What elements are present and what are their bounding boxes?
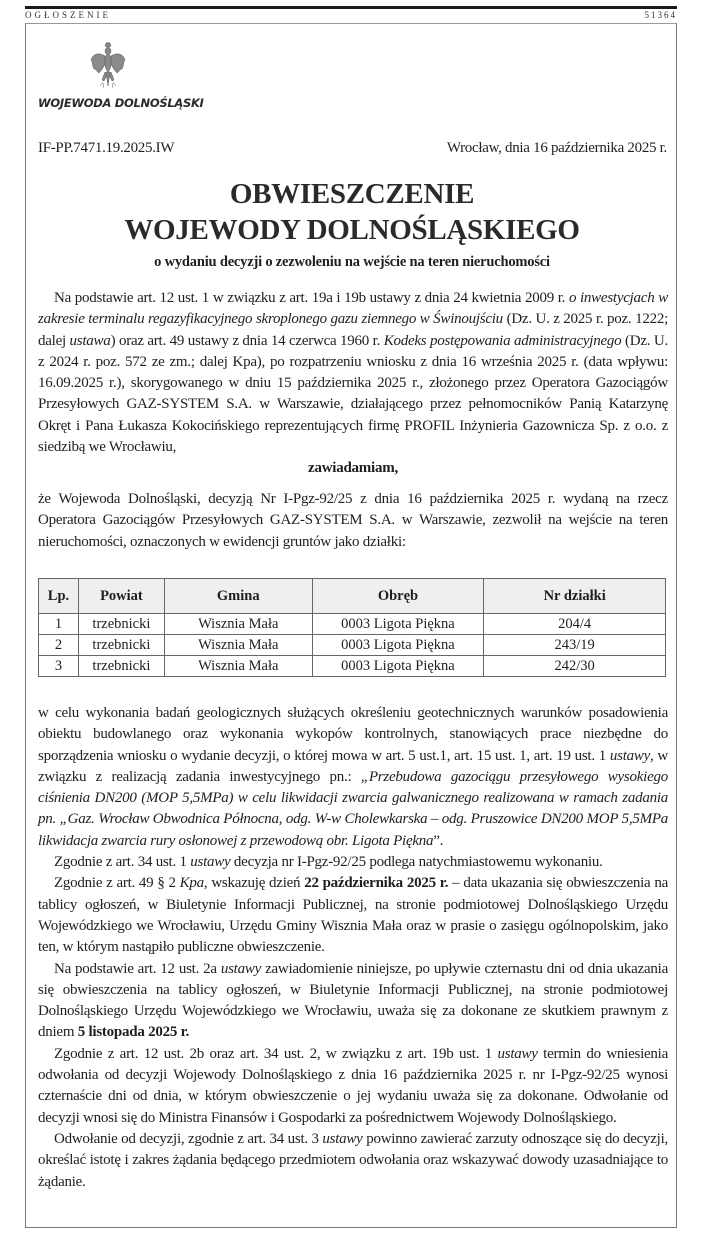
legal-basis-paragraph bbox=[38, 288, 668, 458]
text-run: ”. bbox=[433, 832, 444, 849]
kpa-term: Kpa bbox=[179, 875, 204, 892]
page-number: 51364 bbox=[644, 10, 677, 20]
table-row bbox=[39, 635, 666, 656]
table-cell: trzebnicki bbox=[78, 656, 164, 677]
text-run: decyzja nr I-Pgz-92/25 podlega natychmiastowemu wykonaniu. bbox=[230, 854, 603, 871]
text-run: – data ukazania się obwieszczenia na tablicy ogłoszeń, w Biuletynie Informacji Publicznej, na stronie podmiotowej Dolnośląskiego Urzędu Wojewódzkiego we Wrocławiu, Urzędu Gminy Wisznia Mała oraz w prasie o zasięgu ogólnopolskim, jako ten, w którym nastąpiło publiczne obwieszczenie. bbox=[38, 875, 669, 956]
table-cell: Wisznia Mała bbox=[164, 614, 312, 635]
text-run: zawiadomienie niniejsze, po upływie czternastu dni od dnia ukazania się obwieszczenia na tablicy ogłoszeń, w Biuletynie Informacji Publicznej, na stronie podmiotowej Dolnośląskiego Urzędu Wojewódzkiego we Wrocławiu, uważa się za dokonane ze skutkiem prawnym z dniem bbox=[38, 960, 668, 1041]
text-run: Zgodnie z art. 12 ust. 2b oraz art. 34 ust. 2, w związku z art. 19b ust. 1 bbox=[54, 1045, 498, 1062]
effective-date-paragraph bbox=[38, 959, 668, 1044]
column-header: Lp. bbox=[39, 579, 79, 614]
column-header: Powiat bbox=[78, 579, 164, 614]
table-cell: Wisznia Mała bbox=[164, 656, 312, 677]
table-cell: 2 bbox=[39, 635, 79, 656]
text-run: Zgodnie z art. 49 § 2 bbox=[54, 875, 180, 892]
appeal-deadline-paragraph bbox=[38, 1044, 668, 1129]
ustawy-term: ustawy bbox=[220, 960, 262, 977]
text-run: termin do wniesienia odwołania od decyzji Wojewody Dolnośląskiego z dnia 16 października 2025 r. nr I-Pgz-92/25 wynosi czternaście dni od dnia, w którym obwieszczenie o jej wydaniu uważa się za dokonane. Odwołanie od decyzji wnosi się do Ministra Finansów i Gospodarki za pośrednictwem Wojewody Dolnośląskiego. bbox=[38, 1045, 668, 1126]
text-run: Na podstawie art. 12 ust. 2a bbox=[54, 960, 221, 977]
table-cell: 204/4 bbox=[484, 614, 666, 635]
text-run: w celu wykonania badań geologicznych służących określeniu geotechnicznych warunków posadowienia obiektu budowlanego oraz wykonania wykopów kontrolnych, stanowiących prace niezbędne do sporządzenia wniosku o wydanie decyzji, o której mowa w art. 5 ust.1, art. 15 ust. 1, art. 19 ust. 1 bbox=[38, 705, 668, 764]
table-cell: trzebnicki bbox=[78, 635, 164, 656]
purpose-paragraph bbox=[38, 703, 668, 852]
ustawa-term: ustawa bbox=[69, 332, 111, 349]
table-cell: 0003 Ligota Piękna bbox=[312, 614, 484, 635]
publication-date: 22 października 2025 r. bbox=[304, 875, 449, 892]
text-run: powinno zawierać zarzuty odnoszące się do decyzji, określać istotę i zakres żądania będącego przedmiotem odwołania oraz wskazywać dowody uzasadniające to żądanie. bbox=[38, 1130, 669, 1190]
top-rule bbox=[25, 6, 677, 9]
text-run: Odwołanie od decyzji, zgodnie z art. 34 ust. 3 bbox=[54, 1130, 323, 1147]
table-row bbox=[39, 614, 666, 635]
table-cell: Wisznia Mała bbox=[164, 635, 312, 656]
project-name: „Przebudowa gazociągu przesyłowego wysokiego ciśnienia DN200 (MOP 5,5MPa) w celu likwidacji zwarcia galwanicznego realizowana w ramach zadania pn. „Gaz. Wrocław Obwodnica Północna, odg. W-w Cholewkarska – odg. Pruszowice DN200 MOP 5,5MPa likwidacja zwarcia rury osłonowej z przewodową obr. Ligota Piękna bbox=[38, 768, 668, 849]
table-row bbox=[39, 656, 666, 677]
main-body-block bbox=[38, 703, 668, 1193]
authority-name: WOJEWODA DOLNOŚLĄSKI bbox=[38, 96, 204, 110]
execution-paragraph bbox=[38, 852, 668, 873]
place-date: Wrocław, dnia 16 października 2025 r. bbox=[446, 140, 667, 156]
appeal-content-paragraph bbox=[38, 1129, 668, 1193]
table-header-row bbox=[39, 579, 666, 614]
table-cell: 0003 Ligota Piękna bbox=[312, 635, 484, 656]
announce-word: zawiadamiam, bbox=[308, 460, 398, 477]
publication-date-paragraph bbox=[38, 873, 668, 958]
text-run: Na podstawie art. 12 ust. 1 w związku z art. 19a i 19b ustawy z dnia 24 kwietnia 2009 r. bbox=[54, 290, 569, 306]
effective-date: 5 listopada 2025 r. bbox=[77, 1024, 190, 1041]
ustawy-term: ustawy bbox=[497, 1045, 538, 1062]
ustawy-term: ustawy bbox=[190, 854, 231, 871]
table-cell: trzebnicki bbox=[78, 614, 164, 635]
text-run: ) oraz art. 49 ustawy z dnia 14 czerwca 1960 r. bbox=[110, 332, 384, 349]
table-cell: 3 bbox=[39, 656, 79, 677]
text-run: (Dz. U. z 2025 r. poz. 1222; dalej bbox=[38, 311, 668, 349]
column-header: Obręb bbox=[312, 579, 484, 614]
ustawy-term: ustawy bbox=[322, 1130, 363, 1147]
text-run: Zgodnie z art. 34 ust. 1 bbox=[54, 854, 191, 871]
subtitle: o wydaniu decyzji o zezwoleniu na wejście na teren nieruchomości bbox=[154, 254, 550, 270]
reference-number: IF-PP.7471.19.2025.IW bbox=[38, 140, 175, 156]
decision-block bbox=[38, 489, 668, 553]
decision-paragraph: że Wojewoda Dolnośląski, decyzją Nr I-Pgz-92/25 z dnia 16 października 2025 r. wydaną na rzecz Operatora Gazociągów Przesyłowych GAZ-SYSTEM S.A. w Warszawie, zezwolił na wejście na teren nieruchomości, oznaczonych w ewidencji gruntów jako działki: bbox=[38, 491, 668, 550]
text-run: (Dz. U. z 2024 r. poz. 572 ze zm.; dalej Kpa), po rozpatrzeniu wniosku z dnia 16 września 2025 r. (data wpływu: 16.09.2025 r.), skorygowanego w dniu 15 października 2025 r., złożonego przez Operatora Gazociągów Przesyłowych GAZ-SYSTEM S.A. w Warszawie, działającego przez pełnomocników Panią Katarzynę Okręt i Pana Łukasza Kokocińskiego reprezentujących firmę PROFIL Inżynieria Gazownicza Sp. z o.o. z siedzibą we Wrocławiu, bbox=[38, 332, 668, 456]
ustawy-term: ustawy bbox=[609, 747, 651, 764]
text-run: , wskazuję dzień bbox=[203, 875, 305, 892]
table-cell: 1 bbox=[39, 614, 79, 635]
kpa-title: Kodeks postępowania administracyjnego bbox=[383, 332, 622, 349]
column-header: Nr działki bbox=[484, 579, 666, 614]
title-line-1: OBWIESZCZENIE bbox=[229, 178, 475, 210]
text-run: , w związku z realizacją zadania inwestycyjnego pn.: bbox=[38, 747, 668, 785]
parcels-table bbox=[38, 578, 666, 677]
table-cell: 0003 Ligota Piękna bbox=[312, 656, 484, 677]
title-line-2: WOJEWODY DOLNOŚLĄSKIEGO bbox=[124, 214, 580, 246]
act-title: o inwestycjach w zakresie terminalu regazyfikacyjnego skroplonego gazu ziemnego w Świnoujściu bbox=[38, 290, 668, 328]
polish-eagle-emblem-icon bbox=[90, 42, 126, 92]
intro-block bbox=[38, 288, 668, 480]
section-label: OGŁOSZENIE bbox=[25, 10, 111, 20]
table-cell: 242/30 bbox=[484, 656, 666, 677]
column-header: Gmina bbox=[164, 579, 312, 614]
table-cell: 243/19 bbox=[484, 635, 666, 656]
